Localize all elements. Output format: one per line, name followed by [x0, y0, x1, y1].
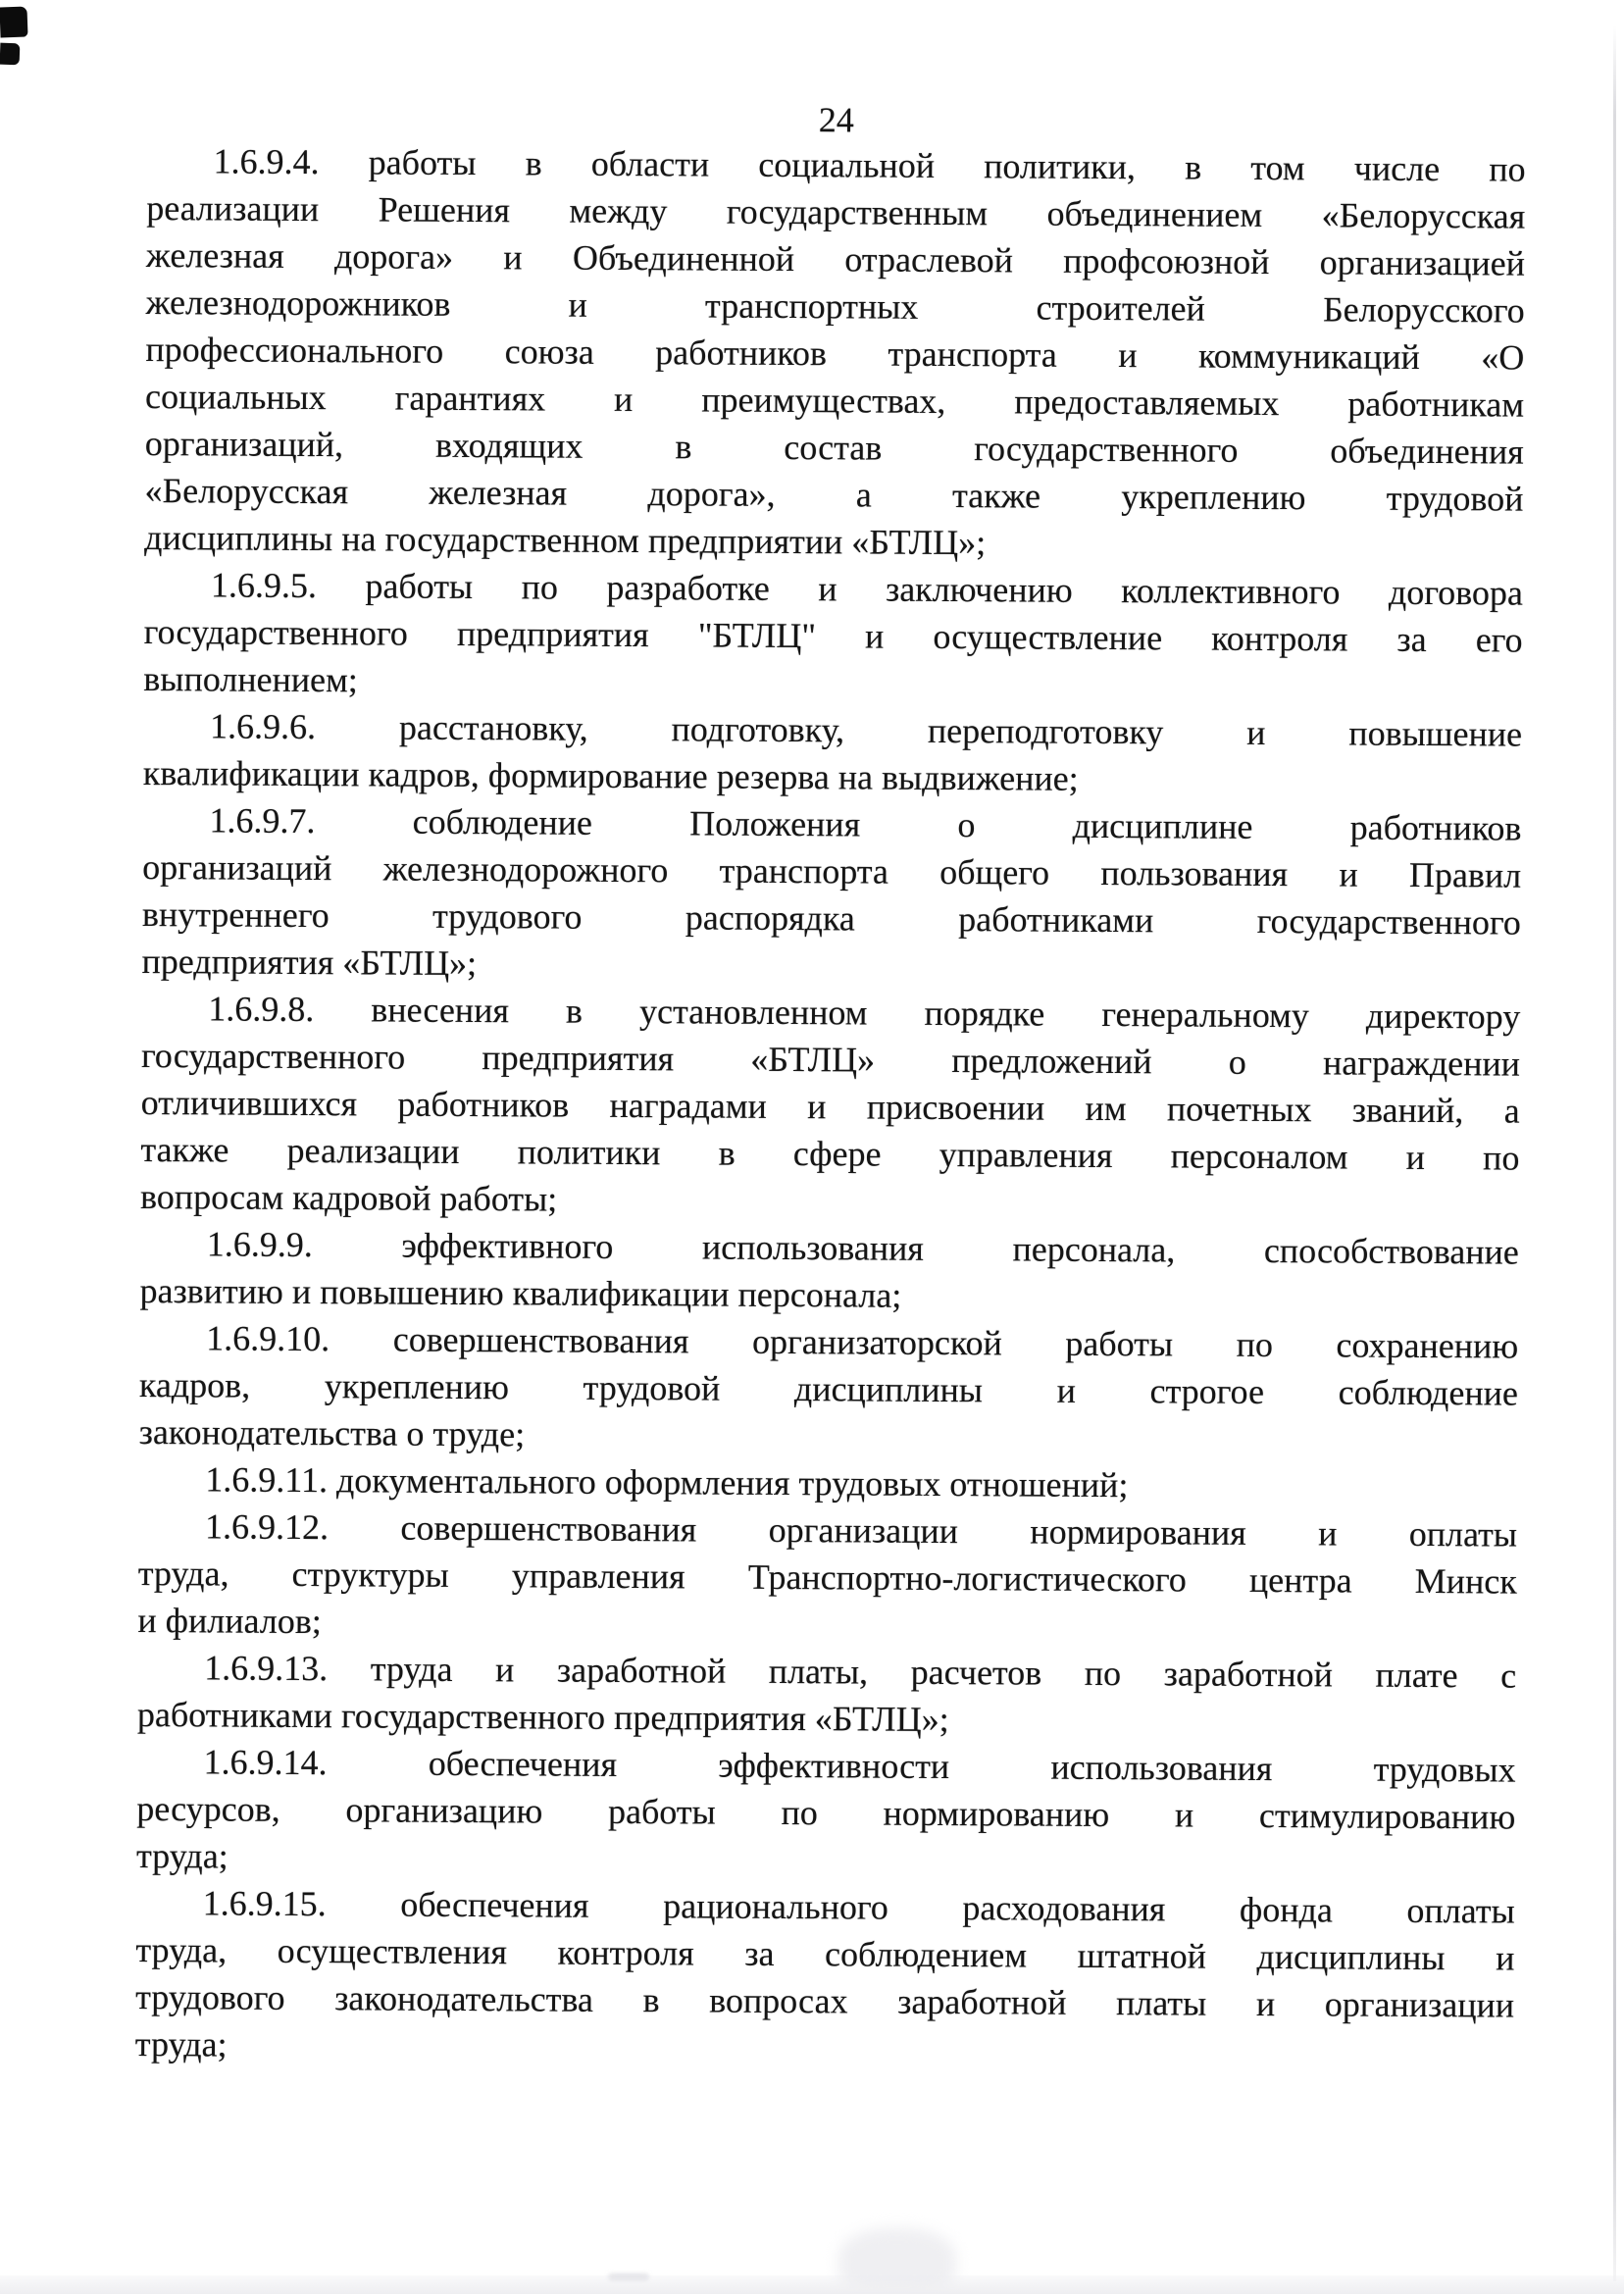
text-line: организаций железнодорожного транспорта общего пользования и Правил [142, 846, 1522, 895]
paragraph-1.6.9.4 [144, 137, 1526, 570]
text-line: труда; [135, 1835, 228, 1876]
text-line: ресурсов, организацию работы по нормированию и стимулированию [136, 1788, 1516, 1837]
text-line: дисциплины на государственном предприятии «БТЛЦ»; [144, 517, 987, 563]
page-number: 24 [818, 100, 854, 140]
text-line: «Белорусская железная дорога», а также укреплению трудовой [144, 470, 1524, 519]
scan-strip-bottom-edge [0, 2275, 1624, 2294]
text-line: трудового законодательства в вопросах заработной платы и организации [135, 1976, 1515, 2025]
paragraph-1.6.9.14 [136, 1738, 1516, 1888]
text-line: профессионального союза работников транспорта и коммуникаций «О [145, 329, 1525, 378]
document-body [135, 137, 1526, 2076]
paragraph-1.6.9.7 [141, 796, 1521, 994]
text-line: железная дорога» и Объединенной отраслевой профсоюзной организацией [145, 234, 1526, 283]
text-line: выполнением; [143, 658, 358, 700]
text-line: труда; [134, 2023, 228, 2065]
text-line: 1.6.9.15. обеспечения рационального расходования фонда оплаты [202, 1883, 1515, 1931]
text-line: 1.6.9.14. обеспечения эффективности использования трудовых [203, 1742, 1516, 1790]
text-line: квалификации кадров, формирование резерва на выдвижение; [142, 752, 1079, 798]
text-line: работниками государственного предприятия «БТЛЦ»; [136, 1694, 949, 1740]
scan-hole-mark-top-2 [0, 43, 20, 66]
text-line: 1.6.9.9. эффективного использования персонала, способствование [206, 1224, 1519, 1272]
scan-edge-line-right [1613, 25, 1616, 2281]
text-line: 1.6.9.5. работы по разработке и заключению коллективного договора [210, 565, 1524, 613]
text-line: 1.6.9.10. совершенствования организаторской работы по сохранению [206, 1318, 1519, 1366]
text-line: 1.6.9.6. расстановку, подготовку, переподготовку и повышение [209, 706, 1523, 754]
text-line: 1.6.9.12. совершенствования организации нормирования и оплаты [204, 1506, 1518, 1555]
text-line: реализации Решения между государственным объединением «Белорусская [146, 187, 1526, 236]
text-line: законодательства о труде; [138, 1411, 526, 1454]
text-line: кадров, укреплению трудовой дисциплины и строгое соблюдение [138, 1364, 1519, 1413]
text-line: государственного предприятия «БТЛЦ» предложений о награждении [140, 1035, 1521, 1084]
paragraph-1.6.9.12 [137, 1503, 1517, 1653]
paragraph-1.6.9.8 [140, 985, 1520, 1229]
paragraph-1.6.9.15 [135, 1879, 1515, 2076]
paragraph-1.6.9.10 [139, 1314, 1519, 1464]
paragraph-1.6.9.13 [137, 1644, 1517, 1747]
text-line: 1.6.9.4. работы в области социальной политики, в том числе по [213, 141, 1526, 189]
text-line: государственного предприятия "БТЛЦ" и осуществление контроля за его [143, 611, 1523, 660]
text-line: и филиалов; [137, 1600, 322, 1642]
text-line: социальных гарантиях и преимуществах, предоставляемых работникам [144, 376, 1525, 425]
paragraph-1.6.9.5 [143, 561, 1523, 711]
text-line: 1.6.9.7. соблюдение Положения о дисциплине работников [209, 800, 1522, 848]
text-line: труда, осуществления контроля за соблюдением штатной дисциплины и [135, 1929, 1515, 1978]
text-line: отличившихся работников наградами и присвоении им почетных званий, а [140, 1082, 1520, 1131]
text-line: вопросам кадровой работы; [140, 1176, 558, 1219]
paragraph-1.6.9.6 [143, 702, 1523, 805]
paragraph-1.6.9.11 [138, 1455, 1517, 1511]
text-line: 1.6.9.8. внесения в установленном порядке генеральному директору [208, 989, 1521, 1037]
scan-hole-mark-top-1 [0, 7, 28, 38]
text-line: труда, структуры управления Транспортно-логистического центра Минск [137, 1553, 1517, 1602]
text-line: предприятия «БТЛЦ»; [141, 941, 478, 984]
text-line: внутреннего трудового распорядка работниками государственного [141, 893, 1521, 943]
text-line: 1.6.9.13. труда и заработной платы, расчетов по заработной плате с [204, 1648, 1517, 1696]
text-line: развитию и повышению квалификации персонала; [139, 1270, 902, 1315]
scan-content [135, 94, 1526, 2076]
text-line: 1.6.9.11. документального оформления трудовых отношений; [205, 1459, 1129, 1505]
text-line: организаций, входящих в состав государственного объединения [144, 423, 1524, 472]
text-line: также реализации политики в сфере управления персоналом и по [140, 1129, 1520, 1178]
text-line: железнодорожников и транспортных строителей Белорусского [145, 281, 1525, 331]
paragraph-1.6.9.9 [139, 1220, 1519, 1323]
